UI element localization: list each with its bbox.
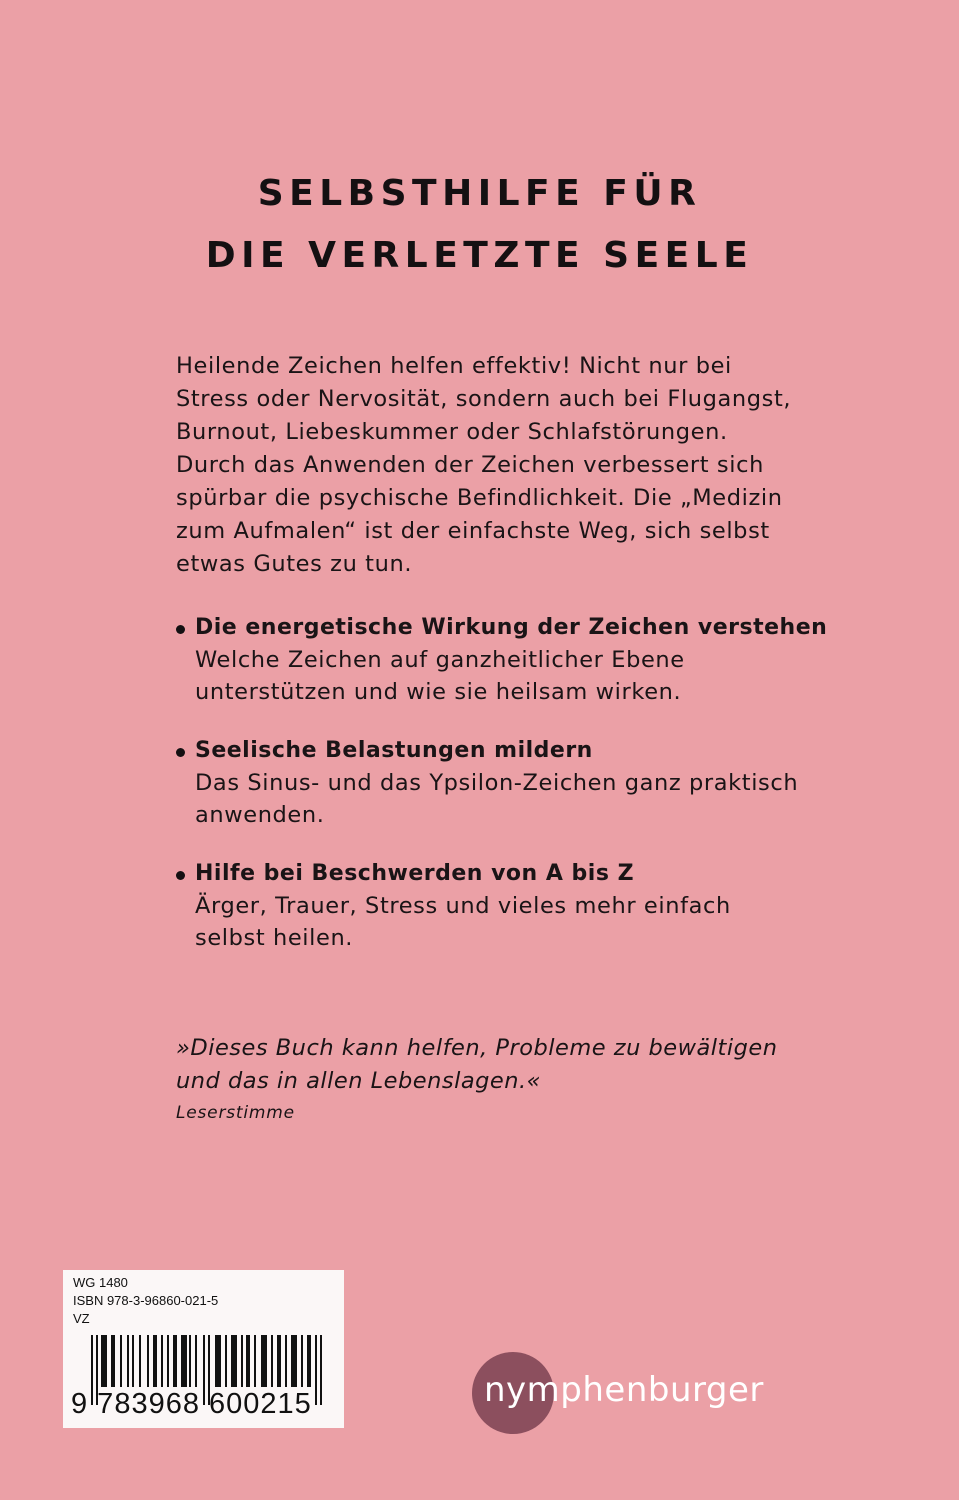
vz-code: VZ xyxy=(73,1311,90,1326)
quote-line: »Dieses Buch kann helfen, Probleme zu bewältigen xyxy=(176,1035,778,1061)
bullet-line: Welche Zeichen auf ganzheitlicher Ebene xyxy=(195,647,685,673)
publisher-name: nymphenburger xyxy=(484,1370,764,1410)
bullet-item xyxy=(176,612,896,708)
title-line-1: SELBSTHILFE FÜR xyxy=(257,173,702,214)
quote-source: Leserstimme xyxy=(176,1103,295,1123)
intro-line: Heilende Zeichen helfen effektiv! Nicht nur bei xyxy=(176,353,732,379)
isbn-meta xyxy=(73,1274,218,1328)
intro-line: Burnout, Liebeskummer oder Schlafstörungen. xyxy=(176,419,728,445)
intro-line: Durch das Anwenden der Zeichen verbessert sich xyxy=(176,452,764,478)
isbn-number: ISBN 978-3-96860-021-5 xyxy=(73,1293,219,1308)
title-line-2: DIE VERLETZTE SEELE xyxy=(205,235,754,276)
quote-line: und das in allen Lebenslagen.« xyxy=(176,1068,542,1094)
bullet-body xyxy=(195,644,896,708)
bullet-dot-icon xyxy=(176,748,185,757)
wg-code: WG 1480 xyxy=(73,1275,128,1290)
bullet-heading: Seelische Belastungen mildern xyxy=(195,738,593,763)
intro-line: zum Aufmalen“ ist der einfachste Weg, sich selbst xyxy=(176,518,770,544)
bullet-item xyxy=(176,735,896,831)
isbn-label xyxy=(63,1270,344,1428)
book-title xyxy=(0,163,959,287)
bullet-dot-icon xyxy=(176,625,185,634)
bullet-dot-icon xyxy=(176,871,185,880)
bullet-heading: Hilfe bei Beschwerden von A bis Z xyxy=(195,861,635,886)
bullet-list xyxy=(176,612,896,981)
bullet-line: Das Sinus- und das Ypsilon-Zeichen ganz praktisch xyxy=(195,770,799,796)
publisher-logo xyxy=(472,1352,802,1442)
bullet-body xyxy=(195,767,896,831)
bullet-item xyxy=(176,858,896,954)
reader-quote xyxy=(176,1032,896,1126)
bullet-line: selbst heilen. xyxy=(195,925,354,951)
bullet-line: anwenden. xyxy=(195,802,325,828)
intro-line: Stress oder Nervosität, sondern auch bei Flugangst, xyxy=(176,386,792,412)
bullet-heading: Die energetische Wirkung der Zeichen verstehen xyxy=(195,615,828,640)
bullet-line: Ärger, Trauer, Stress und vieles mehr einfach xyxy=(195,893,731,919)
intro-line: spürbar die psychische Befindlichkeit. Die „Medizin xyxy=(176,485,783,511)
intro-paragraph xyxy=(176,350,876,581)
bullet-line: unterstützen und wie sie heilsam wirken. xyxy=(195,679,682,705)
intro-line: etwas Gutes zu tun. xyxy=(176,551,413,577)
barcode-digits: 9 783968 600215 xyxy=(71,1388,312,1420)
bullet-body xyxy=(195,890,896,954)
